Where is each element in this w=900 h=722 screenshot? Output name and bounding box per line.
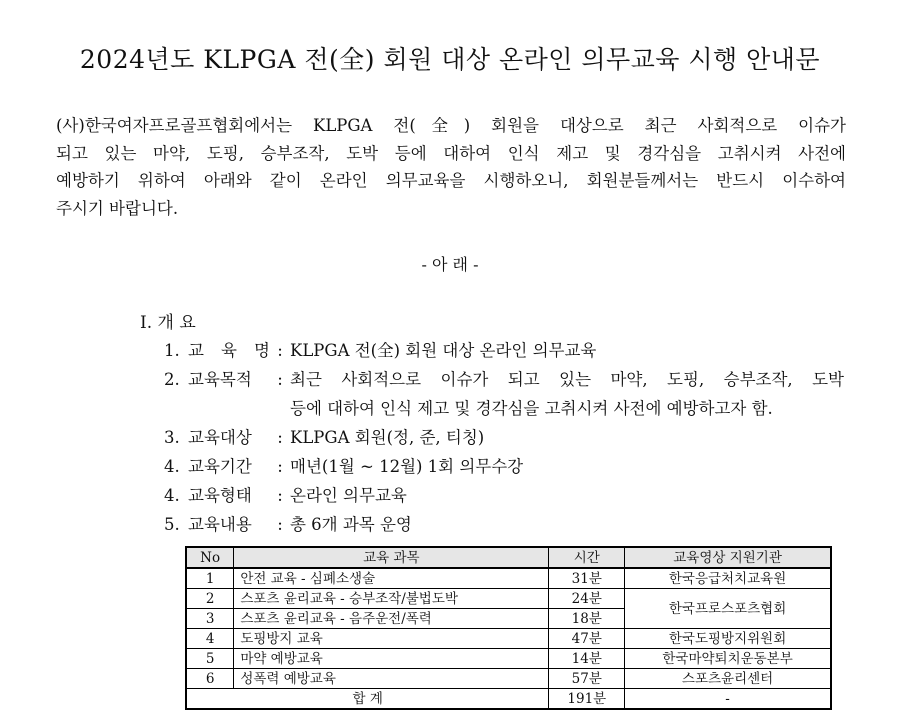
- overview-item: [164, 452, 844, 481]
- item-number: 2.: [164, 370, 180, 389]
- row-course: 마약 예방교육: [234, 649, 549, 669]
- item-number: 4.: [164, 486, 180, 505]
- row-no: 1: [186, 568, 234, 589]
- row-org: 한국응급처치교육원: [625, 568, 831, 589]
- row-time: 24분: [549, 589, 625, 609]
- row-course: 도핑방지 교육: [234, 629, 549, 649]
- item-value-line: KLPGA 전(全) 회원 대상 온라인 의무교육: [290, 341, 597, 360]
- course-table: [185, 546, 832, 710]
- intro-line: 예방하기 위하여 아래와 같이 온라인 의무교육을 시행하오니, 회원분들께서는 반드시 이수하여: [56, 171, 846, 190]
- overview-item: [164, 481, 844, 510]
- row-org: 한국도핑방지위원회: [625, 629, 831, 649]
- overview-item: [164, 365, 844, 423]
- row-time: 57분: [549, 669, 625, 689]
- item-value-line: 등에 대하여 인식 제고 및 경각심을 고취시켜 사전에 예방하고자 함.: [290, 399, 773, 418]
- header-time: 시간: [549, 547, 625, 568]
- item-colon: :: [277, 515, 283, 534]
- item-label: 교육대상: [188, 428, 252, 447]
- row-no: 2: [186, 589, 234, 609]
- overview-item: [164, 423, 844, 452]
- item-number: 4.: [164, 457, 180, 476]
- item-value-line: 매년(1월 ~ 12월) 1회 의무수강: [290, 457, 524, 476]
- item-label: 교육기간: [188, 457, 252, 476]
- row-course: 안전 교육 - 심폐소생술: [234, 568, 549, 589]
- item-value: [290, 481, 844, 510]
- table-row: [186, 649, 831, 669]
- row-org: 스포츠윤리센터: [625, 669, 831, 689]
- item-label: 교육형태: [188, 486, 252, 505]
- table-total-row: [186, 689, 831, 710]
- row-no: 3: [186, 609, 234, 629]
- item-value: [290, 452, 844, 481]
- overview-item: [164, 510, 844, 539]
- intro-line: 되고 있는 마약, 도핑, 승부조작, 도박 등에 대하여 인식 제고 및 경각심을 고취시켜 사전에: [56, 143, 846, 163]
- item-value: [290, 365, 844, 423]
- item-colon: :: [277, 457, 283, 476]
- row-org: 한국마약퇴치운동본부: [625, 649, 831, 669]
- row-time: 18분: [549, 609, 625, 629]
- section-heading: Ⅰ. 개 요: [140, 313, 196, 333]
- item-colon: :: [277, 370, 283, 389]
- row-no: 5: [186, 649, 234, 669]
- item-value-line: 최근 사회적으로 이슈가 되고 있는 마약, 도핑, 승부조작, 도박: [290, 370, 844, 389]
- total-label: 합 계: [186, 689, 549, 710]
- item-value-line: 온라인 의무교육: [290, 486, 407, 505]
- row-no: 6: [186, 669, 234, 689]
- item-value-line: 총 6개 과목 운영: [290, 515, 412, 534]
- table-header-row: [186, 547, 831, 568]
- row-time: 47분: [549, 629, 625, 649]
- header-no: No: [186, 547, 234, 568]
- total-time: 191분: [549, 689, 625, 710]
- item-number: 5.: [164, 515, 180, 534]
- item-value-line: KLPGA 회원(정, 준, 티칭): [290, 428, 485, 447]
- total-org: -: [625, 689, 831, 710]
- overview-item: [164, 336, 844, 365]
- table-row: [186, 669, 831, 689]
- document-title: 2024년도 KLPGA 전(全) 회원 대상 온라인 의무교육 시행 안내문: [79, 45, 821, 74]
- item-label: 교육목적: [188, 370, 252, 389]
- row-course: 성폭력 예방교육: [234, 669, 549, 689]
- row-course: 스포츠 윤리교육 - 승부조작/불법도박: [234, 589, 549, 609]
- item-colon: :: [277, 341, 283, 360]
- row-course: 스포츠 윤리교육 - 음주운전/폭력: [234, 609, 549, 629]
- row-org: 한국프로스포츠협회: [625, 589, 831, 629]
- below-marker: - 아 래 -: [421, 255, 479, 274]
- intro-paragraph: [56, 112, 846, 222]
- overview-list: [164, 336, 844, 539]
- table-row: [186, 589, 831, 609]
- row-time: 31분: [549, 568, 625, 589]
- item-value: [290, 336, 844, 365]
- intro-line: 주시기 바랍니다.: [56, 198, 179, 218]
- item-label: 교육내용: [188, 515, 252, 534]
- header-org: 교육영상 지원기관: [625, 547, 831, 568]
- table-row: [186, 568, 831, 589]
- item-label: 교 육 명: [188, 341, 270, 360]
- table-row: [186, 629, 831, 649]
- intro-line: (사)한국여자프로골프협회에서는 KLPGA 전(全) 회원을 대상으로 최근 사회적으로 이슈가: [56, 116, 846, 135]
- header-course: 교육 과목: [234, 547, 549, 568]
- item-colon: :: [277, 486, 283, 505]
- row-time: 14분: [549, 649, 625, 669]
- row-no: 4: [186, 629, 234, 649]
- item-value: [290, 423, 844, 452]
- item-value: [290, 510, 844, 539]
- item-number: 1.: [164, 341, 180, 360]
- item-number: 3.: [164, 428, 180, 447]
- item-colon: :: [277, 428, 283, 447]
